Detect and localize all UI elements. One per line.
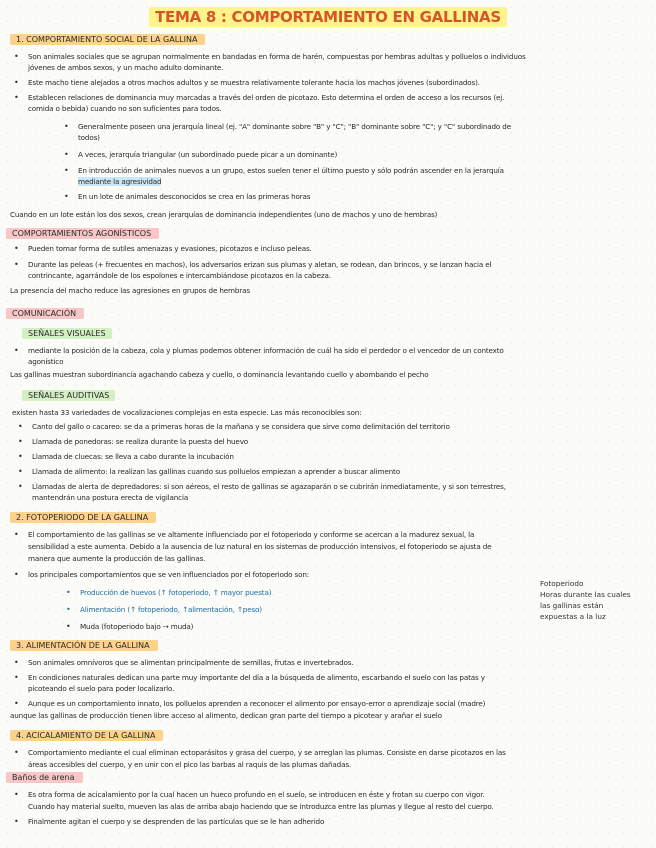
text-line: • Producción de huevos (↑ fotoperiodo, ↑ mayor puesta): [80, 588, 271, 597]
text-line: • Es otra forma de acicalamiento por la cual hacen un hueco profundo en el suelo, se introducen en éste y frotan su cuerpo con vigor.: [28, 790, 485, 799]
text-line: • Durante las peleas (+ frecuentes en machos), los adversarios erizan sus plumas y aletan, se rodean, dan brincos, y se lanzan hacia el: [28, 260, 491, 269]
text-line: Cuando hay material suelto, mueven las alas de arriba abajo haciendo que se introduzca entre las plumas y llegue al resto del cuerpo.: [28, 802, 494, 811]
section-heading-agonistic: COMPORTAMIENTOS AGONÍSTICOS: [6, 228, 159, 239]
text-line: comida o bebida) cuando no son suficientes para todos.: [28, 104, 222, 113]
page-title: TEMA 8 : COMPORTAMIENTO EN GALLINAS: [0, 8, 656, 26]
section-heading-feeding: 3. ALIMENTACIÓN DE LA GALLINA: [10, 640, 158, 651]
text-line: • El comportamiento de las gallinas se ve altamente influenciado por el fotoperiodo y conforme se acercan a la madurez sexual, la: [28, 530, 474, 539]
text-line: • Muda (fotoperiodo bajo → muda): [80, 622, 193, 631]
text-line: • En un lote de animales desconocidos se crea en las primeras horas: [78, 192, 310, 201]
text-line: La presencia del macho reduce las agresiones en grupos de hembras: [10, 286, 250, 295]
text-line: • Llamada de alimento: la realizan las gallinas cuando sus polluelos empiezan a aprender a buscar alimento: [32, 467, 400, 476]
section-heading-grooming: 4. ACICALAMIENTO DE LA GALLINA: [10, 730, 163, 741]
text-line: • Aunque es un comportamiento innato, los polluelos aprenden a reconocer el alimento por ensayo-error o aprendizaje social (madre): [28, 699, 485, 708]
text-line: Cuando en un lote están los dos sexos, crean jerarquías de dominancia independientes (uno de machos y uno de hembras): [10, 210, 438, 219]
text-line: picoteando el suelo para poder localizarlo.: [28, 684, 175, 693]
subheading-sand-baths: Baños de arena: [6, 772, 83, 783]
text-line: • Establecen relaciones de dominancia muy marcadas a través del orden de picotazo. Esto determina el orden de acceso a los recursos (ej.: [28, 93, 504, 102]
section-heading-communication: COMUNICACIÓN: [6, 308, 84, 319]
text-line: • En introducción de animales nuevos a un grupo, estos suelen tener el último puesto y sólo podrán ascender en la jerarquía: [78, 166, 504, 175]
text-line: áreas accesibles del cuerpo, y en unir con el pico las barbas al raquis de las plumas dañadas.: [28, 760, 352, 769]
text-line: • A veces, jerarquía triangular (un subordinado puede picar a un dominante): [78, 150, 337, 159]
text-line: • Finalmente agitan el cuerpo y se desprenden de las partículas que se le han adherido: [28, 817, 324, 826]
text-line: • Alimentación (↑ fotoperiodo, ↑alimentación, ↑peso): [80, 605, 262, 614]
text-line: • En condiciones naturales dedican una parte muy importante del día a la búsqueda de alimento, escarbando el suelo con las patas y: [28, 673, 485, 682]
text-line: • Comportamiento mediante el cual eliminan ectoparásitos y grasa del cuerpo, y se arreglan las plumas. Consiste en darse picotazos en las: [28, 748, 506, 757]
text-line: • Son animales omnívoros que se alimentan principalmente de semillas, frutas e invertebrados.: [28, 658, 353, 667]
side-note: Fotoperiodo Horas durante las cuales las gallinas están expuestas a la luz: [540, 579, 631, 621]
text-line: • Llamada de cluecas: se lleva a cabo durante la incubación: [32, 452, 234, 461]
text-line: • Llamadas de alerta de depredadores: si son aéreos, el resto de gallinas se agazaparán o se cubrirán inmediatamente, y si son terrestres,: [32, 482, 506, 491]
text-line: Las gallinas muestran subordinancia agachando cabeza y cuello, o dominancia levantando cuello y abombando el pecho: [10, 370, 429, 379]
text-line: manera que aumente la producción de las gallinas.: [28, 554, 206, 563]
text-line: existen hasta 33 variedades de vocalizaciones complejas en esta especie. Las más reconocibles son:: [12, 408, 362, 417]
subheading-visual: SEÑALES VISUALES: [22, 328, 112, 339]
text-line: • Llamada de ponedoras: se realiza durante la puesta del huevo: [32, 437, 248, 446]
text-line: • Canto del gallo o cacareo: se da a primeras horas de la mañana y se considera que sirve como delimitación del territorio: [32, 422, 450, 431]
text-line: mediante la agresividad: [78, 177, 162, 186]
subheading-auditory: SEÑALES AUDITIVAS: [22, 390, 115, 401]
text-line: • Generalmente poseen una jerarquía lineal (ej. "A" dominante sobre "B" y "C"; "B" dominante sobre "C"; y "C" subordinado de: [78, 122, 511, 131]
text-line: mantendrán una postura erecta de vigilancia: [32, 493, 189, 502]
text-line: • Son animales sociales que se agrupan normalmente en bandadas en forma de harén, compuestas por hembras adultas y polluelos o individuos: [28, 52, 526, 61]
text-line: aunque las gallinas de producción tienen libre acceso al alimento, dedican gran parte del tiempo a picotear y arañar el suelo: [10, 711, 442, 720]
text-line: contrincante, agarrándole de los espolones e intercambiándose picotazos en la cabeza.: [28, 271, 331, 280]
text-line: todos): [78, 133, 100, 142]
text-line: • Pueden tomar forma de sutiles amenazas y evasiones, picotazos e incluso peleas.: [28, 244, 312, 253]
section-heading-photoperiod: 2. FOTOPERIODO DE LA GALLINA: [10, 512, 156, 523]
text-line: sensibilidad a este aumenta. Debido a la ausencia de luz natural en los sistemas de producción intensivos, el fotoperiodo se ajusta de: [28, 542, 492, 551]
text-line: • mediante la posición de la cabeza, cola y plumas podemos obtener información de cuál ha sido el perdedor o el vencedor de un contexto: [28, 346, 504, 355]
text-line: • Este macho tiene alejados a otros machos adultos y se muestra relativamente tolerante hacia los machos jóvenes (subordinados).: [28, 78, 480, 87]
text-line: jóvenes de ambos sexos, y un macho adulto dominante.: [28, 63, 224, 72]
text-line: agonístico: [28, 357, 64, 366]
text-line: • los principales comportamientos que se ven influenciados por el fotoperiodo son:: [28, 570, 309, 579]
section-heading-social: 1. COMPORTAMIENTO SOCIAL DE LA GALLINA: [10, 34, 205, 45]
